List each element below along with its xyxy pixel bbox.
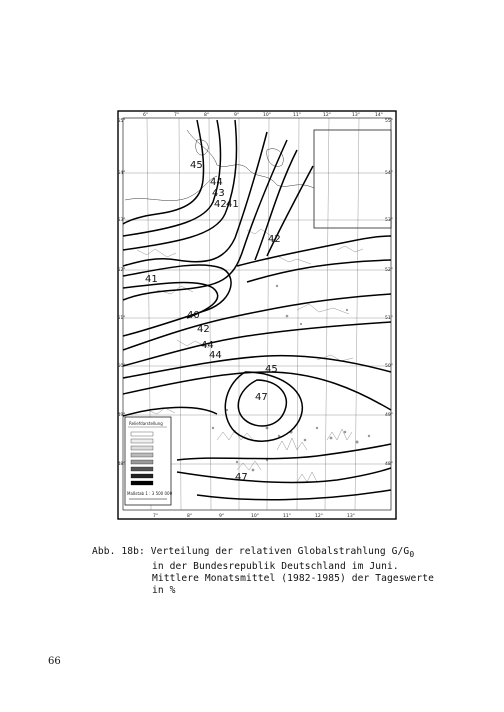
figure-caption xyxy=(92,546,492,597)
page-number: 66 xyxy=(48,656,61,667)
relief-legend xyxy=(125,417,173,505)
legend-scale: Maßstab 1 : 3 500 000 xyxy=(127,491,173,496)
blank-area xyxy=(314,130,391,228)
tick-label: 49° xyxy=(117,413,126,418)
tick-label: 55° xyxy=(385,119,393,124)
tick-label: 54° xyxy=(385,171,393,176)
isoline-label: 43 xyxy=(212,188,225,199)
tick-label: 55° xyxy=(117,119,126,124)
tick-label: 7° xyxy=(174,113,180,118)
isoline-label: 41 xyxy=(226,199,239,210)
caption-line-3: Mittlere Monatsmittel (1982-1985) der Tageswerte xyxy=(152,572,435,584)
tick-label: 12° xyxy=(323,113,331,118)
caption-line-4: in % xyxy=(152,584,176,596)
tick-label: 51° xyxy=(117,316,126,321)
isoline-label: 45 xyxy=(190,160,203,171)
tick-label: 49° xyxy=(385,413,393,418)
tick-label: 53° xyxy=(385,218,393,223)
caption-subscript: 0 xyxy=(409,549,415,559)
tick-label: 13° xyxy=(352,113,360,118)
isoline-label: 45 xyxy=(265,364,278,375)
tick-label: 14° xyxy=(375,113,383,118)
tick-label: 52° xyxy=(385,268,393,273)
tick-label: 53° xyxy=(117,218,126,223)
legend-swatch xyxy=(131,446,153,450)
tick-label: 54° xyxy=(117,171,126,176)
tick-label: 7° xyxy=(153,514,159,519)
tick-label: 8° xyxy=(187,514,193,519)
isoline-label: 42 xyxy=(214,199,227,210)
isoline-label: 40 xyxy=(187,310,200,321)
isoline-label: 47 xyxy=(255,392,268,403)
caption-line-2: in der Bundesrepublik Deutschland im Juni. xyxy=(152,560,399,572)
legend-swatch xyxy=(131,439,153,443)
caption-line-1 xyxy=(92,546,492,561)
tick-label: 48° xyxy=(385,462,393,467)
legend-swatch xyxy=(131,481,153,485)
tick-label: 10° xyxy=(263,113,271,118)
legend-swatch xyxy=(131,474,153,478)
isoline-label: 42 xyxy=(268,234,281,245)
isoline-label: 47 xyxy=(235,472,248,483)
legend-swatch xyxy=(131,453,153,457)
tick-label: 52° xyxy=(117,268,126,273)
tick-label: 12° xyxy=(315,514,323,519)
tick-label: 8° xyxy=(204,113,210,118)
tick-label: 11° xyxy=(293,113,301,118)
tick-label: 9° xyxy=(219,514,225,519)
tick-label: 51° xyxy=(385,316,393,321)
isoline-label: 44 xyxy=(201,340,214,351)
legend-swatch xyxy=(131,467,153,471)
isoline-label: 41 xyxy=(145,274,158,285)
tick-label: 9° xyxy=(234,113,240,118)
tick-label: 11° xyxy=(283,514,291,519)
legend-title: Reliefdarstellung xyxy=(129,421,163,426)
tick-label: 13° xyxy=(347,514,355,519)
tick-label: 48° xyxy=(117,462,126,467)
tick-label: 10° xyxy=(251,514,259,519)
isoline-map-figure xyxy=(117,110,397,520)
tick-label: 6° xyxy=(143,113,149,118)
caption-text: Abb. 18b: Verteilung der relativen Globalstrahlung G/G xyxy=(92,546,410,557)
isoline-label: 44 xyxy=(209,350,222,361)
tick-label: 50° xyxy=(117,364,126,369)
legend-swatch xyxy=(131,460,153,464)
tick-label: 50° xyxy=(385,364,393,369)
isoline-label: 44 xyxy=(210,177,223,188)
legend-swatch xyxy=(131,432,153,436)
isoline-label: 42 xyxy=(197,324,210,335)
